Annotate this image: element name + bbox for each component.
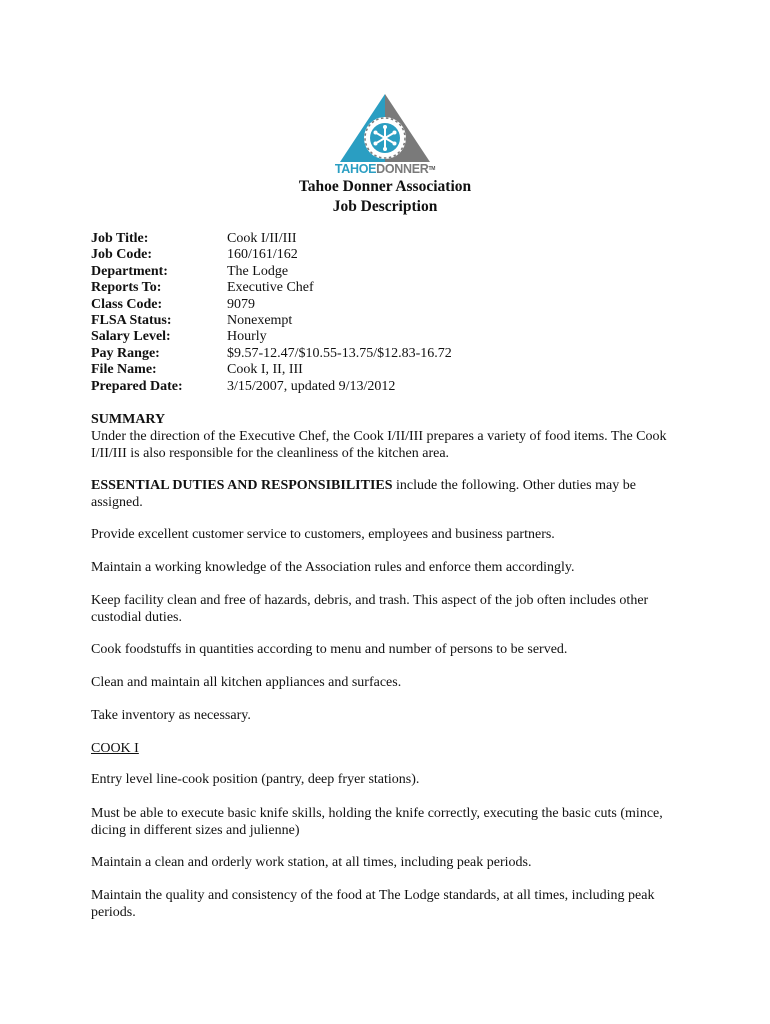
info-row-salary-level: Salary Level: Hourly (91, 329, 267, 345)
info-row-job-title: Job Title: Cook I/II/III (91, 231, 297, 246)
duty-item: Provide excellent customer service to customers, employees and business partners. (91, 527, 555, 542)
tahoe-donner-logo (322, 92, 448, 178)
info-row-file-name: File Name: Cook I, II, III (91, 362, 303, 378)
info-row-flsa-status: FLSA Status: Nonexempt (91, 312, 293, 328)
summary-heading: SUMMARY (91, 412, 166, 427)
duty-item: Take inventory as necessary. (91, 708, 251, 723)
duty-item: Clean and maintain all kitchen appliances and surfaces. (91, 675, 402, 690)
logo-mountain-icon (322, 92, 448, 164)
cook1-item: Maintain a clean and orderly work station, at all times, including peak periods. (91, 855, 532, 870)
info-row-department: Department: The Lodge (91, 263, 289, 279)
info-row-pay-range: Pay Range: $9.57-12.47/$10.55-13.75/$12.83-16.72 (91, 345, 452, 361)
document-title: Job Description (332, 198, 438, 215)
summary-text: Under the direction of the Executive Chef, the Cook I/II/III prepares a variety of food items. The Cook I/II/III is also responsible for the cleanliness of the kitchen area. (91, 429, 667, 461)
duty-item: Cook foodstuffs in quantities according to menu and number of persons to be served. (91, 642, 568, 657)
job-info-table (91, 231, 691, 395)
cook1-item: Maintain the quality and consistency of the food at The Lodge standards, at all times, including peak periods. (91, 888, 655, 920)
cook1-heading: COOK I (91, 741, 139, 756)
logo-wordmark: TAHOEDONNER™ (334, 162, 436, 176)
info-row-reports-to: Reports To: Executive Chef (91, 280, 314, 296)
cook1-item: Must be able to execute basic knife skills, holding the knife correctly, executing the basic cuts (mince, dicing in different sizes and julienne) (91, 806, 663, 838)
cook1-item: Entry level line-cook position (pantry, deep fryer stations). (91, 772, 420, 787)
duties-heading: ESSENTIAL DUTIES AND RESPONSIBILITIES (91, 478, 393, 493)
info-row-job-code: Job Code: 160/161/162 (91, 247, 298, 263)
info-row-prepared-date: Prepared Date: 3/15/2007, updated 9/13/2012 (91, 378, 396, 394)
info-row-class-code: Class Code: 9079 (91, 296, 255, 312)
duty-item: Maintain a working knowledge of the Association rules and enforce them accordingly. (91, 560, 575, 575)
duties-intro (91, 477, 681, 511)
organization-title: Tahoe Donner Association (298, 178, 472, 195)
duty-item: Keep facility clean and free of hazards, debris, and trash. This aspect of the job often includes other custodial duties. (91, 593, 649, 625)
duties-intro-text: include the following. Other duties may be assigned. (91, 478, 636, 510)
